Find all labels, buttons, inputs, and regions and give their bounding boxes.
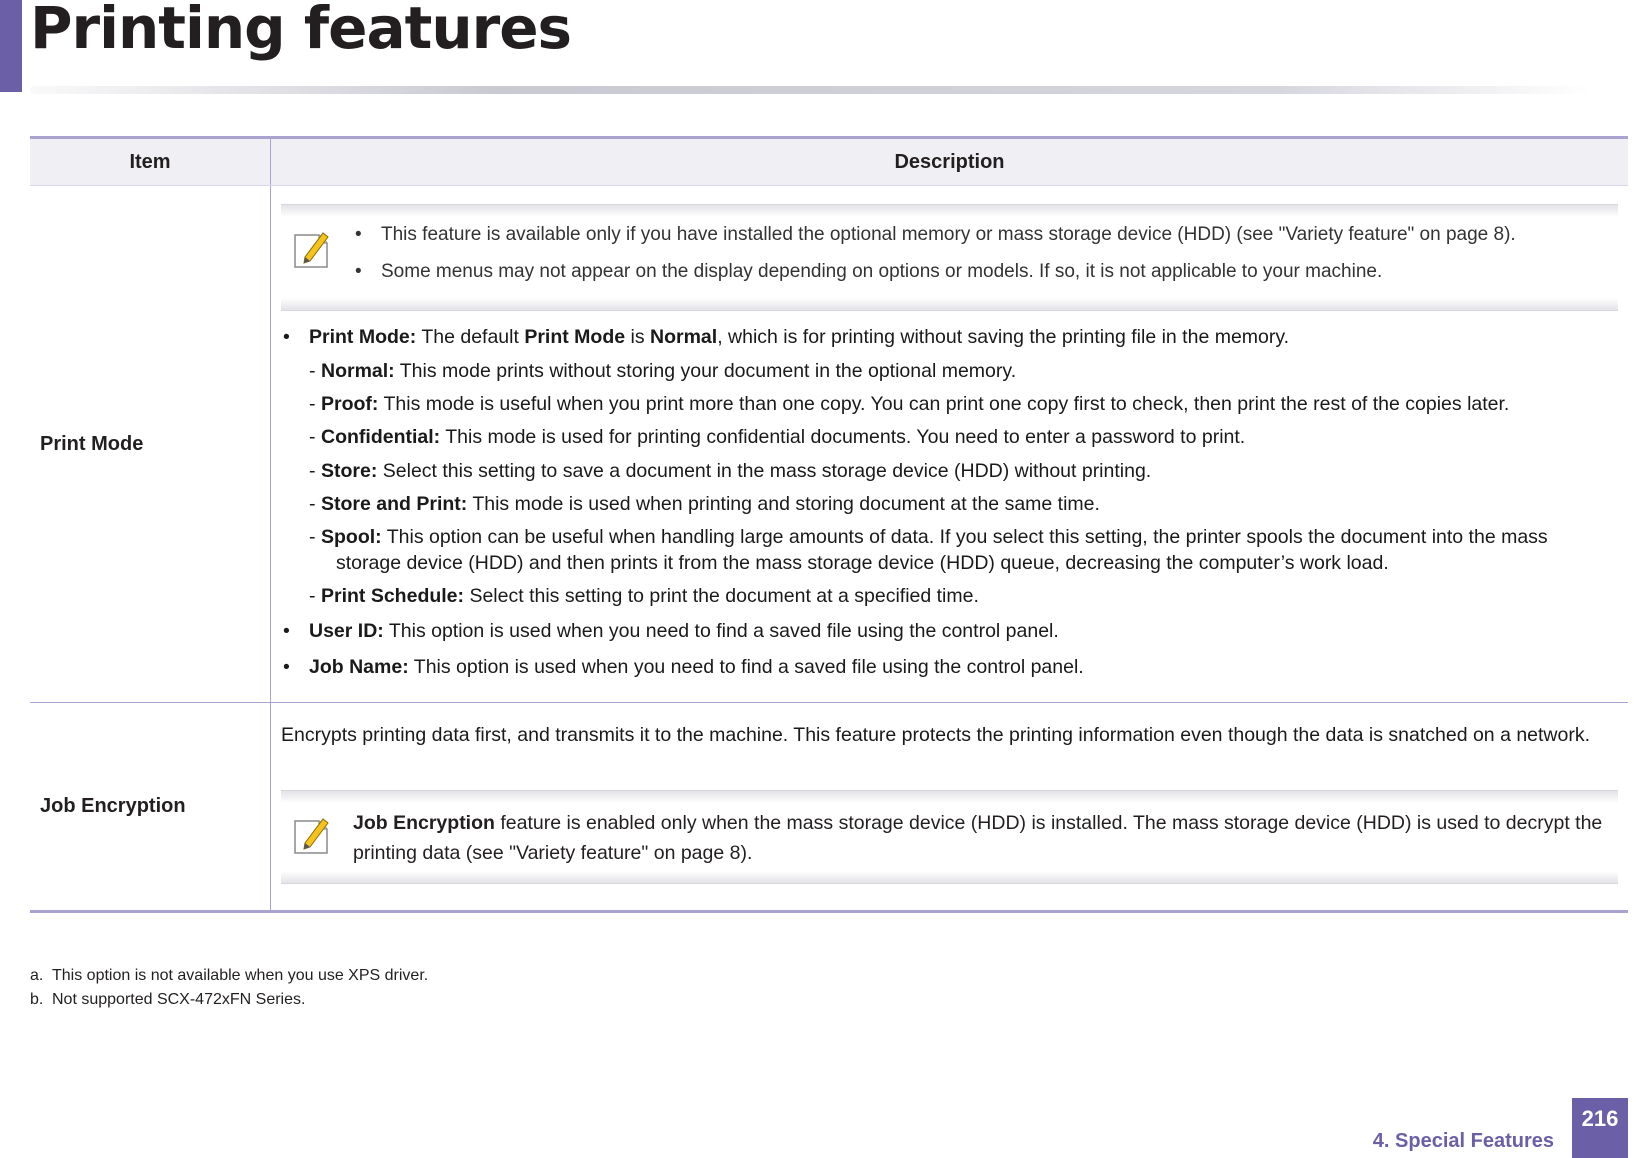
option-item: - Proof: This mode is useful when you print more than one copy. You can print one copy first to check, then print the rest of the copies later. — [309, 393, 1510, 416]
note-pencil-icon — [293, 815, 331, 855]
print-mode-options — [309, 359, 1618, 610]
text: This option is used when you need to find a saved file using the control panel. — [413, 655, 1084, 678]
print-mode-term: Print Mode — [524, 326, 626, 349]
job-encryption-note: Job Encryption feature is enabled only when the mass storage device (HDD) is installed. The mass storage device (HDD) is used to decrypt the printing data (see "Variety feature" on page 8). — [353, 812, 1603, 864]
job-encryption-intro: Encrypts printing data first, and transmits it to the machine. This feature protects the printing information even though the data is snatched on a network. — [281, 724, 1591, 747]
option-item: - Normal: This mode prints without storing your document in the optional memory. — [309, 359, 1017, 382]
print-mode-label: Print Mode: — [309, 326, 417, 349]
description-print-mode — [271, 186, 1629, 703]
list-item-user-id — [281, 619, 1618, 644]
title-accent-bar — [0, 0, 22, 92]
footnotes — [30, 964, 428, 1012]
title-divider — [30, 86, 1590, 94]
page-footer — [1373, 1098, 1650, 1158]
text: The default — [421, 326, 519, 349]
page-number: 216 — [1572, 1098, 1628, 1158]
features-table — [30, 136, 1628, 913]
chapter-label: 4. Special Features — [1372, 1130, 1554, 1152]
normal-term: Normal — [650, 326, 718, 349]
text: , which is for printing without saving the printing file in the memory. — [717, 326, 1290, 349]
print-mode-bullets — [281, 325, 1618, 680]
features-table-container — [30, 136, 1628, 913]
page-title: Printing features — [30, 0, 572, 62]
list-item-job-name — [281, 655, 1618, 680]
list-item-print-mode — [281, 325, 1618, 609]
footnote: a. This option is not available when you use XPS driver. — [30, 967, 429, 984]
note-box — [281, 790, 1618, 884]
item-job-encryption: Job Encryption — [30, 703, 271, 912]
option-item: - Store: Select this setting to save a document in the mass storage device (HDD) without printing. — [309, 459, 1152, 482]
user-id-label: User ID: — [309, 620, 384, 643]
option-item: - Spool: This option can be useful when handling large amounts of data. If you select this setting, the printer spools the document into the mass storage device (HDD) and then prints it from the mass storage device (HDD) queue, decreasing the computer’s work load. — [309, 526, 1548, 574]
option-item: - Print Schedule: Select this setting to print the document at a specified time. — [309, 585, 979, 608]
note-item: • Some menus may not appear on the display depending on options or models. If so, it is not applicable to your machine. — [353, 260, 1618, 285]
option-item: - Confidential: This mode is used for printing confidential documents. You need to enter a password to print. — [309, 426, 1246, 449]
option-item: - Store and Print: This mode is used when printing and storing document at the same time. — [309, 493, 1100, 516]
header-item: Item — [30, 138, 271, 186]
text: is — [630, 326, 645, 349]
header-description: Description — [271, 138, 1629, 186]
item-print-mode: Print Mode — [30, 186, 271, 703]
note-pencil-icon — [293, 229, 331, 269]
note-item: • This feature is available only if you have installed the optional memory or mass storage device (HDD) (see "Variety feature" on page 8). — [353, 223, 1618, 248]
table-header-row — [30, 138, 1628, 186]
note-box — [281, 204, 1618, 311]
description-job-encryption — [271, 703, 1629, 912]
text: This option is used when you need to find a saved file using the control panel. — [388, 620, 1059, 643]
table-row-print-mode — [30, 186, 1628, 703]
note-list — [353, 223, 1618, 284]
table-row-job-encryption — [30, 703, 1628, 912]
footnote: b. Not supported SCX-472xFN Series. — [30, 991, 306, 1008]
job-name-label: Job Name: — [309, 655, 409, 678]
